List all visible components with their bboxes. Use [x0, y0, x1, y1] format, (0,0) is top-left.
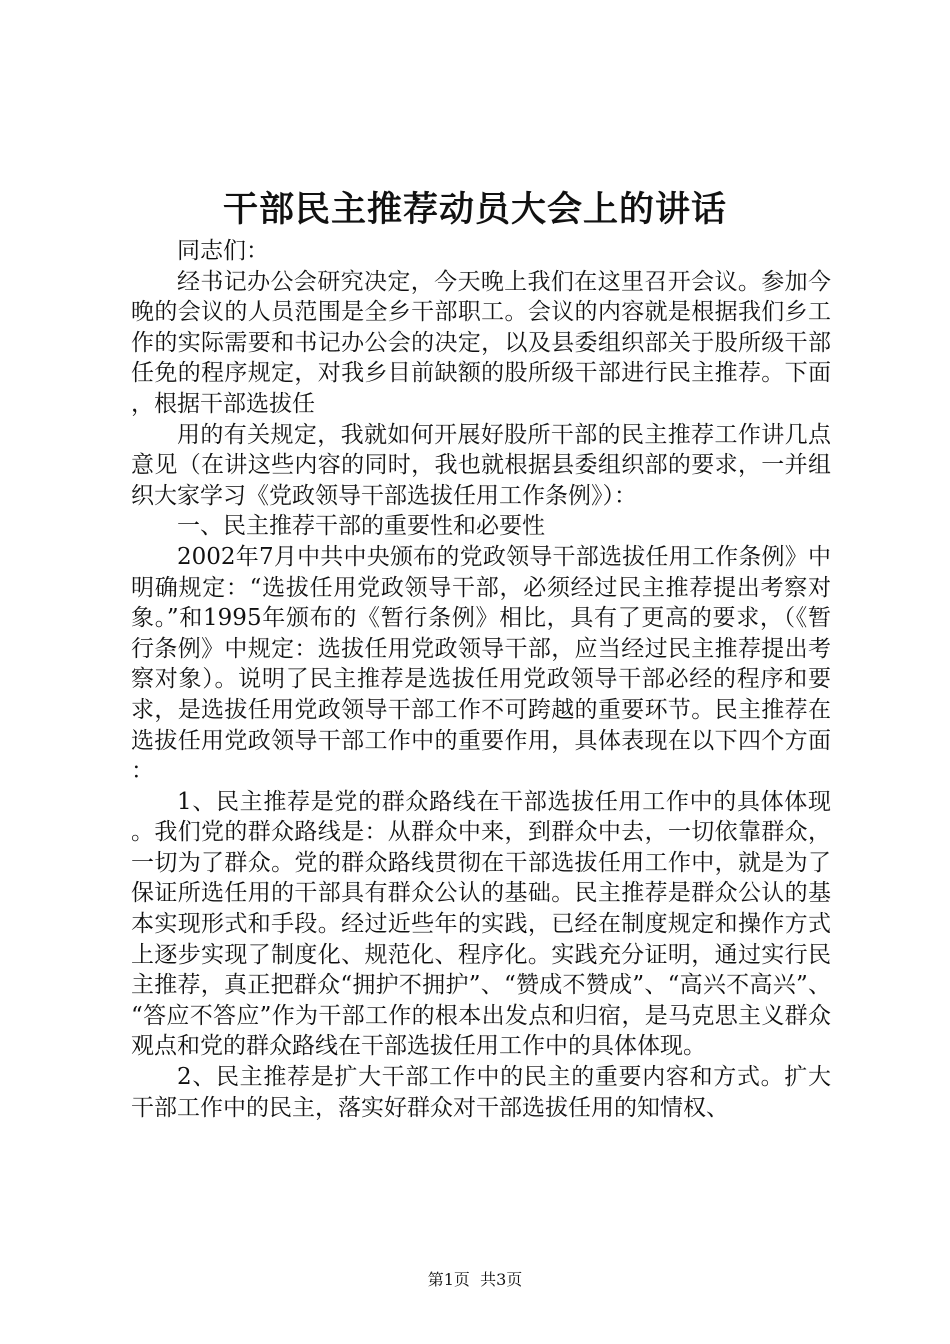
- page-number-footer: 第1页 共3页: [427, 1270, 523, 1289]
- regulation-paragraph: 2002年7月中共中央颁布的党政领导干部选拔任用工作条例》中明确规定：“选拔任用党政领导干部，必须经过民主推荐提出考察对象。”和1995年颁布的《暂行条例》相比，具有了更高的要求，（《暂行条例》中规定：选拔任用党政领导干部，应当经过民主推荐提出考察对象）。说明了民主推荐是选拔任用党政领导干部必经的程序和要求，是选拔任用党政领导干部工作不可跨越的重要环节。民主推荐在选拔任用党政领导干部工作中的重要作用，具体表现在以下四个方面：: [131, 543, 831, 785]
- point-2-paragraph: 2、民主推荐是扩大干部工作中的民主的重要内容和方式。扩大干部工作中的民主，落实好群众对干部选拔任用的知情权、: [131, 1064, 831, 1121]
- document-title: 干部民主推荐动员大会上的讲话: [222, 189, 727, 230]
- salutation-paragraph: 同志们：: [177, 238, 269, 264]
- section-heading: 一、民主推荐干部的重要性和必要性: [177, 513, 545, 540]
- document-body: [131, 236, 831, 1123]
- intro-paragraph: 经书记办公会研究决定，今天晚上我们在这里召开会议。参加今晚的会议的人员范围是全乡干部职工。会议的内容就是根据我们乡工作的实际需要和书记办公会的决定，以及县委组织部关于股所级干部任免的程序规定，对我乡目前缺额的股所级干部进行民主推荐。下面，根据干部选拔任: [131, 268, 831, 417]
- point-1-paragraph: 1、民主推荐是党的群众路线在干部选拔任用工作中的具体体现。我们党的群众路线是：从群众中来，到群众中去，一切依靠群众，一切为了群众。党的群众路线贯彻在干部选拔任用工作中，就是为了保证所选任用的干部具有群众公认的基础。民主推荐是群众公认的基本实现形式和手段。经过近些年的实践，已经在制度规定和操作方式上逐步实现了制度化、规范化、程序化。实践充分证明，通过实行民主推荐，真正把群众“拥护不拥护”、“赞成不赞成”、“高兴不高兴”、“答应不答应”作为干部工作的根本出发点和归宿，是马克思主义群众观点和党的群众路线在干部选拔任用工作中的具体体现。: [131, 788, 831, 1060]
- intro-continued-paragraph: 用的有关规定，我就如何开展好股所干部的民主推荐工作讲几点意见（在讲这些内容的同时，我也就根据县委组织部的要求，一并组织大家学习《党政领导干部选拔任用工作条例》）：: [131, 421, 831, 509]
